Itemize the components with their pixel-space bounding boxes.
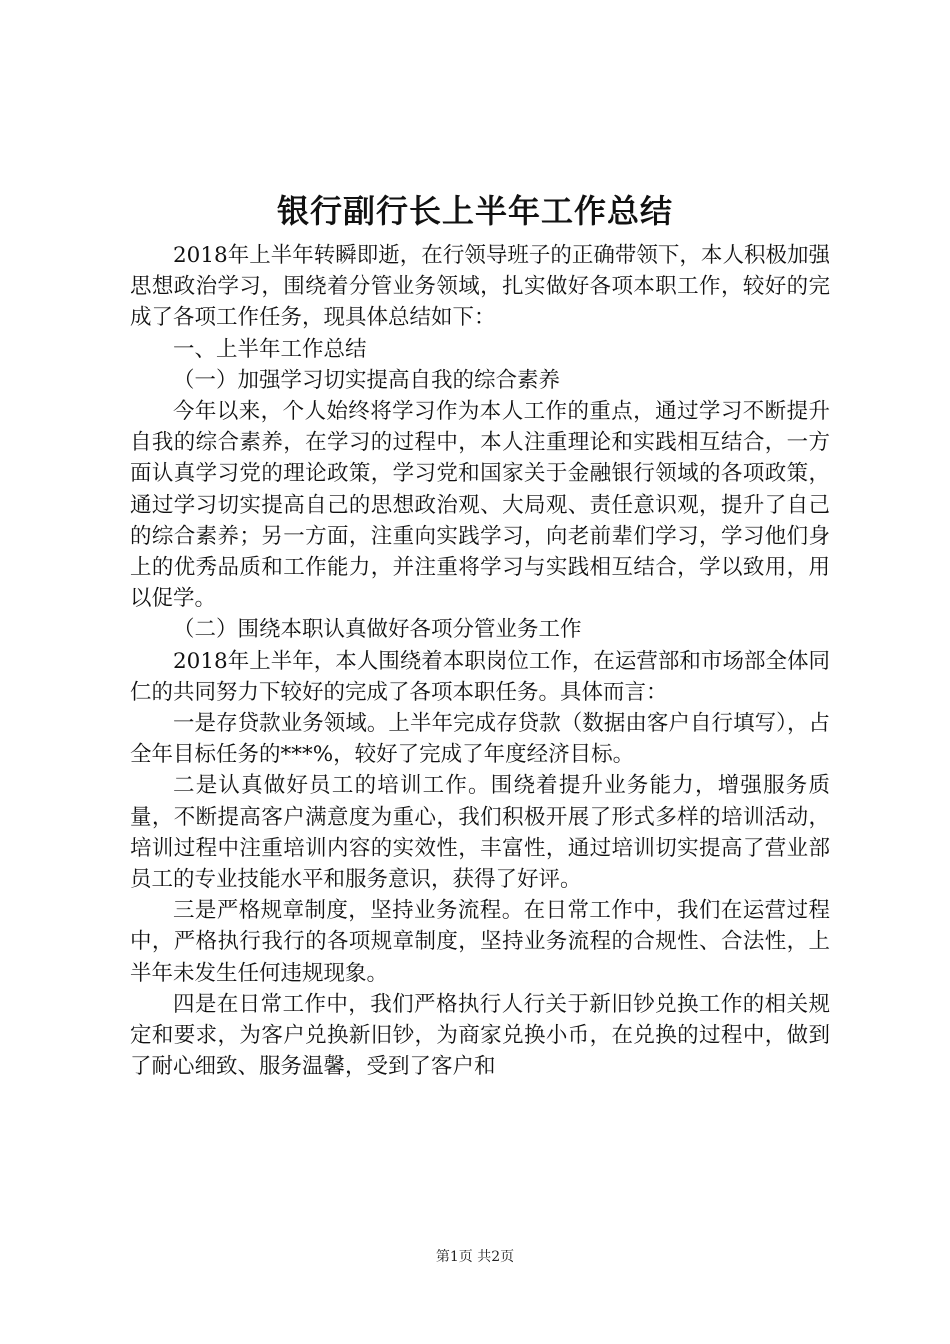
paragraph-study: 今年以来，个人始终将学习作为本人工作的重点，通过学习不断提升自我的综合素养，在学习的过程中，本人注重理论和实践相互结合，一方面认真学习党的理论政策，学习党和国家关于金融银行领域的各项政策，通过学习切实提高自己的思想政治观、大局观、责任意识观，提升了自己的综合素养；另一方面，注重向实践学习，向老前辈们学习，学习他们身上的优秀品质和工作能力，并注重将学习与实践相互结合，学以致用，用以促学。 [130, 399, 830, 612]
paragraph-intro: 2018年上半年转瞬即逝，在行领导班子的正确带领下，本人积极加强思想政治学习，围绕着分管业务领域，扎实做好各项本职工作，较好的完成了各项工作任务，现具体总结如下： [130, 243, 830, 331]
document-body [130, 240, 830, 1082]
page-number-footer: 第1页 共2页 [435, 1249, 515, 1265]
paragraph-item-4: 四是在日常工作中，我们严格执行人行关于新旧钞兑换工作的相关规定和要求，为客户兑换新旧钞，为商家兑换小币，在兑换的过程中，做到了耐心细致、服务温馨，受到了客户和 [130, 991, 830, 1080]
paragraph-item-1: 一是存贷款业务领域。上半年完成存贷款（数据由客户自行填写），占全年目标任务的***%，较好了完成了年度经济目标。 [130, 711, 830, 768]
document-title: 银行副行长上半年工作总结 [276, 192, 673, 230]
section-heading-1: 一、上半年工作总结 [173, 336, 367, 362]
subsection-heading-2: （二）围绕本职认真做好各项分管业务工作 [173, 617, 582, 643]
paragraph-duties: 2018年上半年，本人围绕着本职岗位工作，在运营部和市场部全体同仁的共同努力下较好的完成了各项本职任务。具体而言： [130, 648, 830, 705]
paragraph-item-2: 二是认真做好员工的培训工作。围绕着提升业务能力，增强服务质量，不断提高客户满意度为重心，我们积极开展了形式多样的培训活动，培训过程中注重培训内容的实效性，丰富性，通过培训切实提高了营业部员工的专业技能水平和服务意识，获得了好评。 [130, 773, 830, 893]
paragraph-item-3: 三是严格规章制度，坚持业务流程。在日常工作中，我们在运营过程中，严格执行我行的各项规章制度，坚持业务流程的合规性、合法性，上半年未发生任何违规现象。 [130, 898, 830, 986]
subsection-heading-1: （一）加强学习切实提高自我的综合素养 [173, 367, 561, 393]
